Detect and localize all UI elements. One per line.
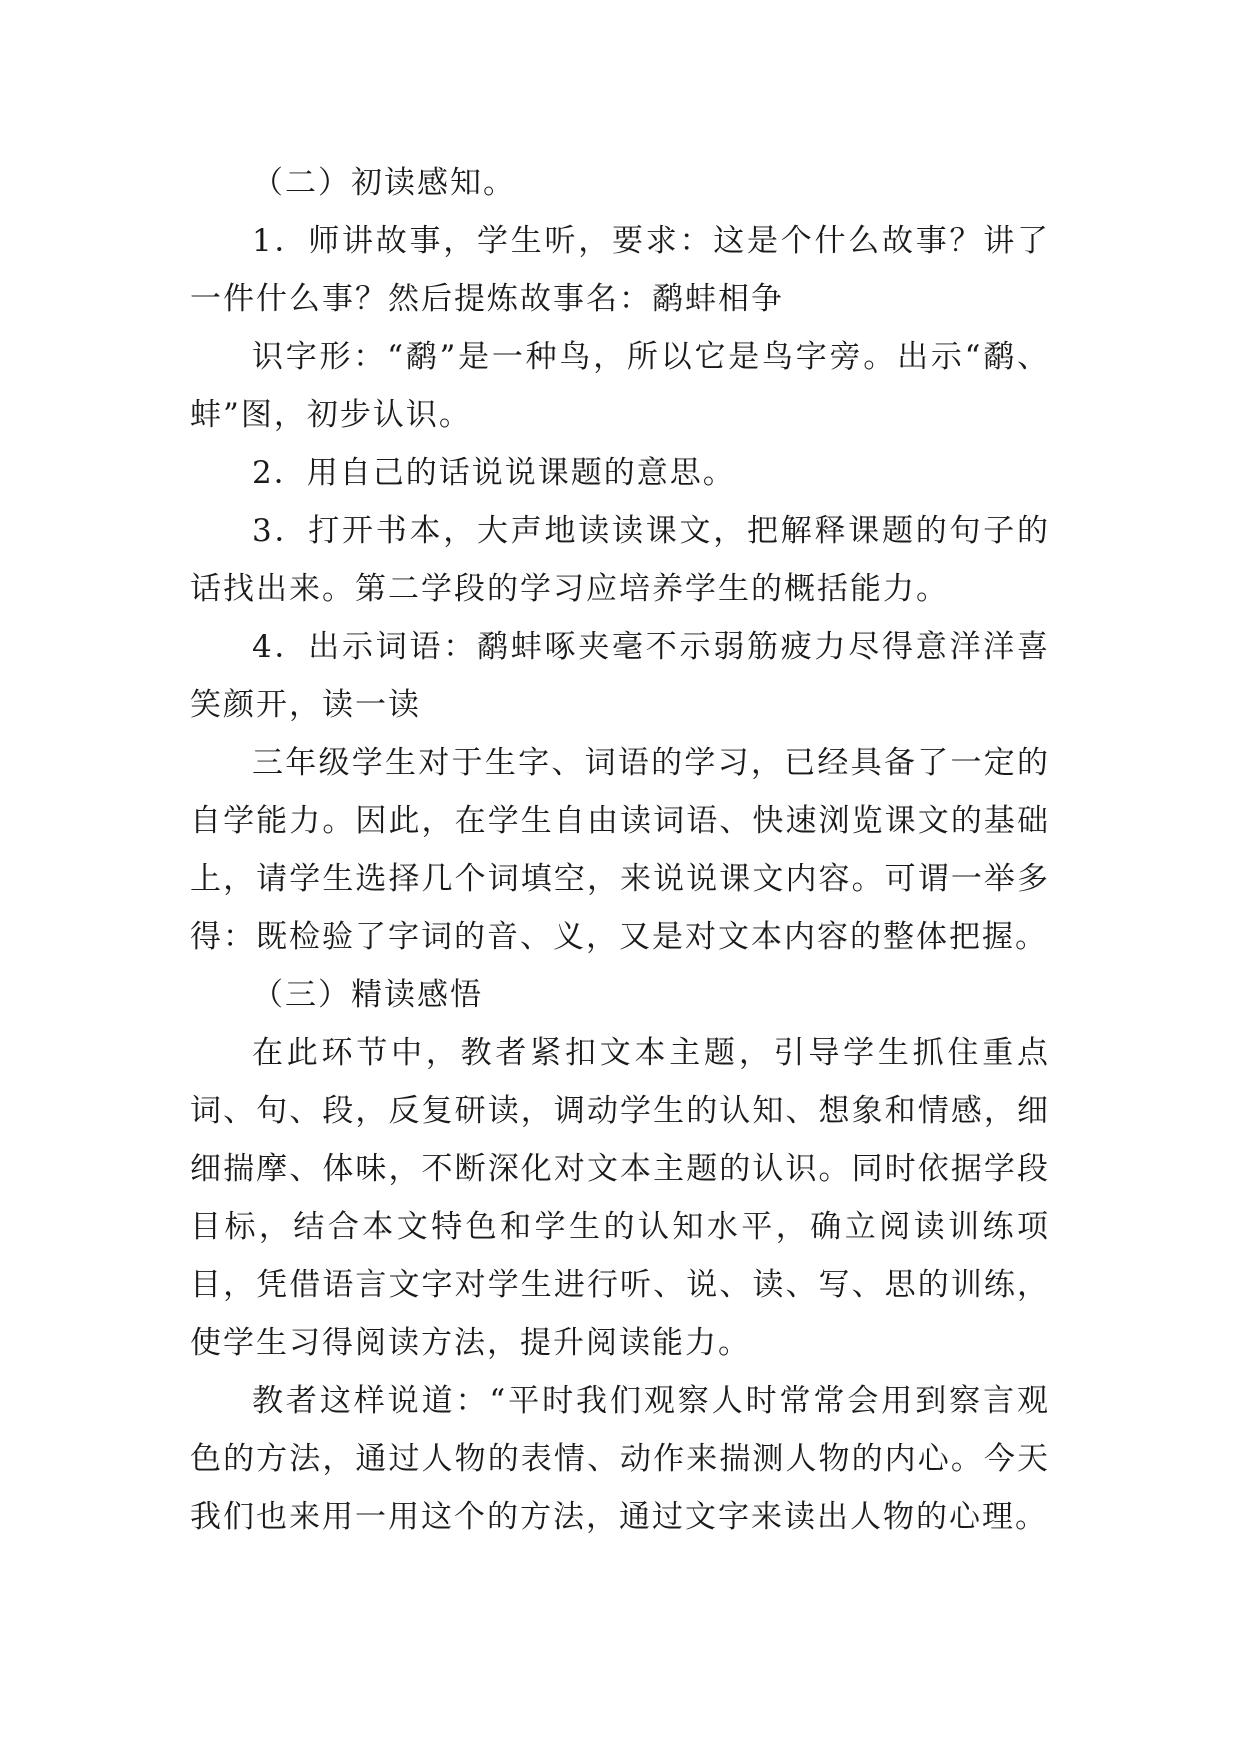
- paragraph-vocabulary: 4．出示词语：鹬蚌啄夹毫不示弱筋疲力尽得意洋洋喜笑颜开，读一读: [190, 629, 1050, 723]
- paragraph-teacher-quote: 教者这样说道：“平时我们观察人时常常会用到察言观色的方法，通过人物的表情、动作来揣测人物的内心。今天我们也来用一用这个的方法，通过文字来读出人物的心理。: [190, 1383, 1050, 1535]
- document-body: [190, 154, 1050, 1546]
- section-heading-first-reading: （二）初读感知。: [252, 165, 516, 201]
- paragraph-title-meaning: 2．用自己的话说说课题的意思。: [252, 455, 736, 491]
- paragraph-story: 1．师讲故事，学生听，要求：这是个什么故事？讲了一件什么事？然后提炼故事名：鹬蚌相争: [190, 223, 1050, 317]
- paragraph-read-text: 3．打开书本，大声地读读课文，把解释课题的句子的话找出来。第二学段的学习应培养学生的概括能力。: [190, 513, 1050, 607]
- paragraph-self-study: 三年级学生对于生字、词语的学习，已经具备了一定的自学能力。因此，在学生自由读词语、快速浏览课文的基础上，请学生选择几个词填空，来说说课文内容。可谓一举多得：既检验了字词的音、义，又是对文本内容的整体把握。: [190, 745, 1050, 955]
- section-heading-close-reading: （三）精读感悟: [252, 977, 483, 1013]
- paragraph-character-form: 识字形：“鹬”是一种鸟，所以它是鸟字旁。出示“鹬、蚌”图，初步认识。: [190, 339, 1050, 433]
- paragraph-close-reading: 在此环节中，教者紧扣文本主题，引导学生抓住重点词、句、段，反复研读，调动学生的认知、想象和情感，细细揣摩、体味，不断深化对文本主题的认识。同时依据学段目标，结合本文特色和学生的认知水平，确立阅读训练项目，凭借语言文字对学生进行听、说、读、写、思的训练，使学生习得阅读方法，提升阅读能力。: [190, 1035, 1050, 1361]
